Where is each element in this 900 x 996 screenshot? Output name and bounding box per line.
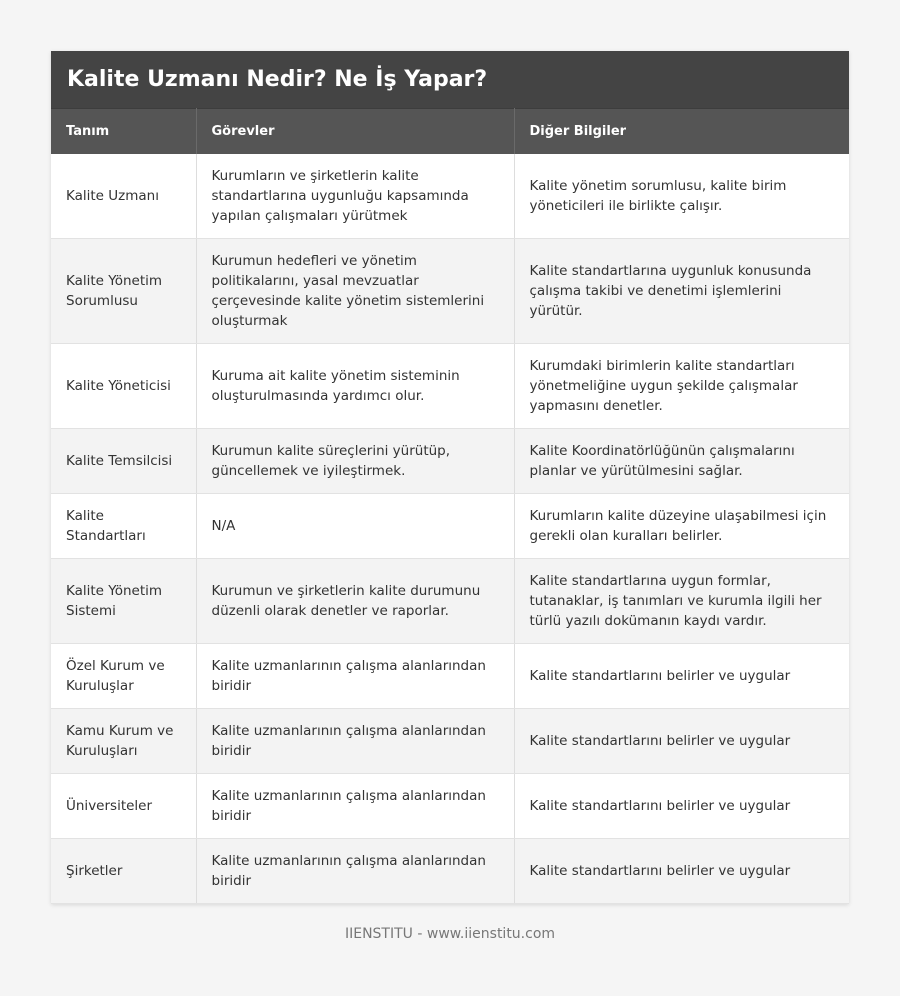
cell-tanim: Kalite Standartları (51, 494, 196, 559)
table-row (51, 709, 849, 774)
cell-gorevler: Kuruma ait kalite yönetim sisteminin oluşturulmasında yardımcı olur. (196, 344, 514, 429)
table-row (51, 494, 849, 559)
cell-tanim: Kalite Yönetim Sorumlusu (51, 239, 196, 344)
cell-gorevler: Kurumun ve şirketlerin kalite durumunu düzenli olarak denetler ve raporlar. (196, 559, 514, 644)
table-row (51, 429, 849, 494)
info-table (51, 108, 849, 904)
cell-diger-bilgiler: Kalite standartlarını belirler ve uygular (514, 774, 849, 839)
cell-tanim: Özel Kurum ve Kuruluşlar (51, 644, 196, 709)
cell-diger-bilgiler: Kalite standartlarını belirler ve uygular (514, 839, 849, 904)
cell-tanim: Kamu Kurum ve Kuruluşları (51, 709, 196, 774)
cell-tanim: Kalite Temsilcisi (51, 429, 196, 494)
table-header-row (51, 109, 849, 154)
cell-tanim: Kalite Yöneticisi (51, 344, 196, 429)
table-row (51, 344, 849, 429)
title-bar (51, 51, 849, 108)
cell-gorevler: Kurumların ve şirketlerin kalite standartlarına uygunluğu kapsamında yapılan çalışmaları yürütmek (196, 154, 514, 239)
cell-tanim: Kalite Uzmanı (51, 154, 196, 239)
table-row (51, 154, 849, 239)
cell-gorevler: Kalite uzmanlarının çalışma alanlarından biridir (196, 644, 514, 709)
table-row (51, 644, 849, 709)
cell-gorevler: Kurumun hedefleri ve yönetim politikalarını, yasal mevzuatlar çerçevesinde kalite yönetim sistemlerini oluşturmak (196, 239, 514, 344)
table-card (51, 51, 849, 904)
cell-gorevler: Kalite uzmanlarının çalışma alanlarından biridir (196, 839, 514, 904)
table-row (51, 774, 849, 839)
cell-diger-bilgiler: Kalite Koordinatörlüğünün çalışmalarını planlar ve yürütülmesini sağlar. (514, 429, 849, 494)
column-header-diger-bilgiler: Diğer Bilgiler (514, 109, 849, 154)
cell-diger-bilgiler: Kurumların kalite düzeyine ulaşabilmesi için gerekli olan kuralları belirler. (514, 494, 849, 559)
cell-gorevler: Kalite uzmanlarının çalışma alanlarından biridir (196, 774, 514, 839)
cell-gorevler: N/A (196, 494, 514, 559)
table-row (51, 559, 849, 644)
table-row (51, 239, 849, 344)
table-row (51, 839, 849, 904)
page-title: Kalite Uzmanı Nedir? Ne İş Yapar? (67, 67, 488, 92)
column-header-gorevler: Görevler (196, 109, 514, 154)
cell-tanim: Şirketler (51, 839, 196, 904)
cell-diger-bilgiler: Kalite standartlarına uygunluk konusunda çalışma takibi ve denetimi işlemlerini yürütür. (514, 239, 849, 344)
cell-diger-bilgiler: Kalite standartlarına uygun formlar, tutanaklar, iş tanımları ve kurumla ilgili her türlü yazılı dokümanın kaydı vardır. (514, 559, 849, 644)
cell-diger-bilgiler: Kalite yönetim sorumlusu, kalite birim yöneticileri ile birlikte çalışır. (514, 154, 849, 239)
cell-diger-bilgiler: Kalite standartlarını belirler ve uygular (514, 644, 849, 709)
cell-gorevler: Kurumun kalite süreçlerini yürütüp, güncellemek ve iyileştirmek. (196, 429, 514, 494)
cell-diger-bilgiler: Kurumdaki birimlerin kalite standartları yönetmeliğine uygun şekilde çalışmalar yapmasını denetler. (514, 344, 849, 429)
cell-tanim: Üniversiteler (51, 774, 196, 839)
column-header-tanim: Tanım (51, 109, 196, 154)
cell-gorevler: Kalite uzmanlarının çalışma alanlarından biridir (196, 709, 514, 774)
cell-tanim: Kalite Yönetim Sistemi (51, 559, 196, 644)
cell-diger-bilgiler: Kalite standartlarını belirler ve uygular (514, 709, 849, 774)
footer-credit: IIENSTITU - www.iienstitu.com (344, 926, 556, 942)
